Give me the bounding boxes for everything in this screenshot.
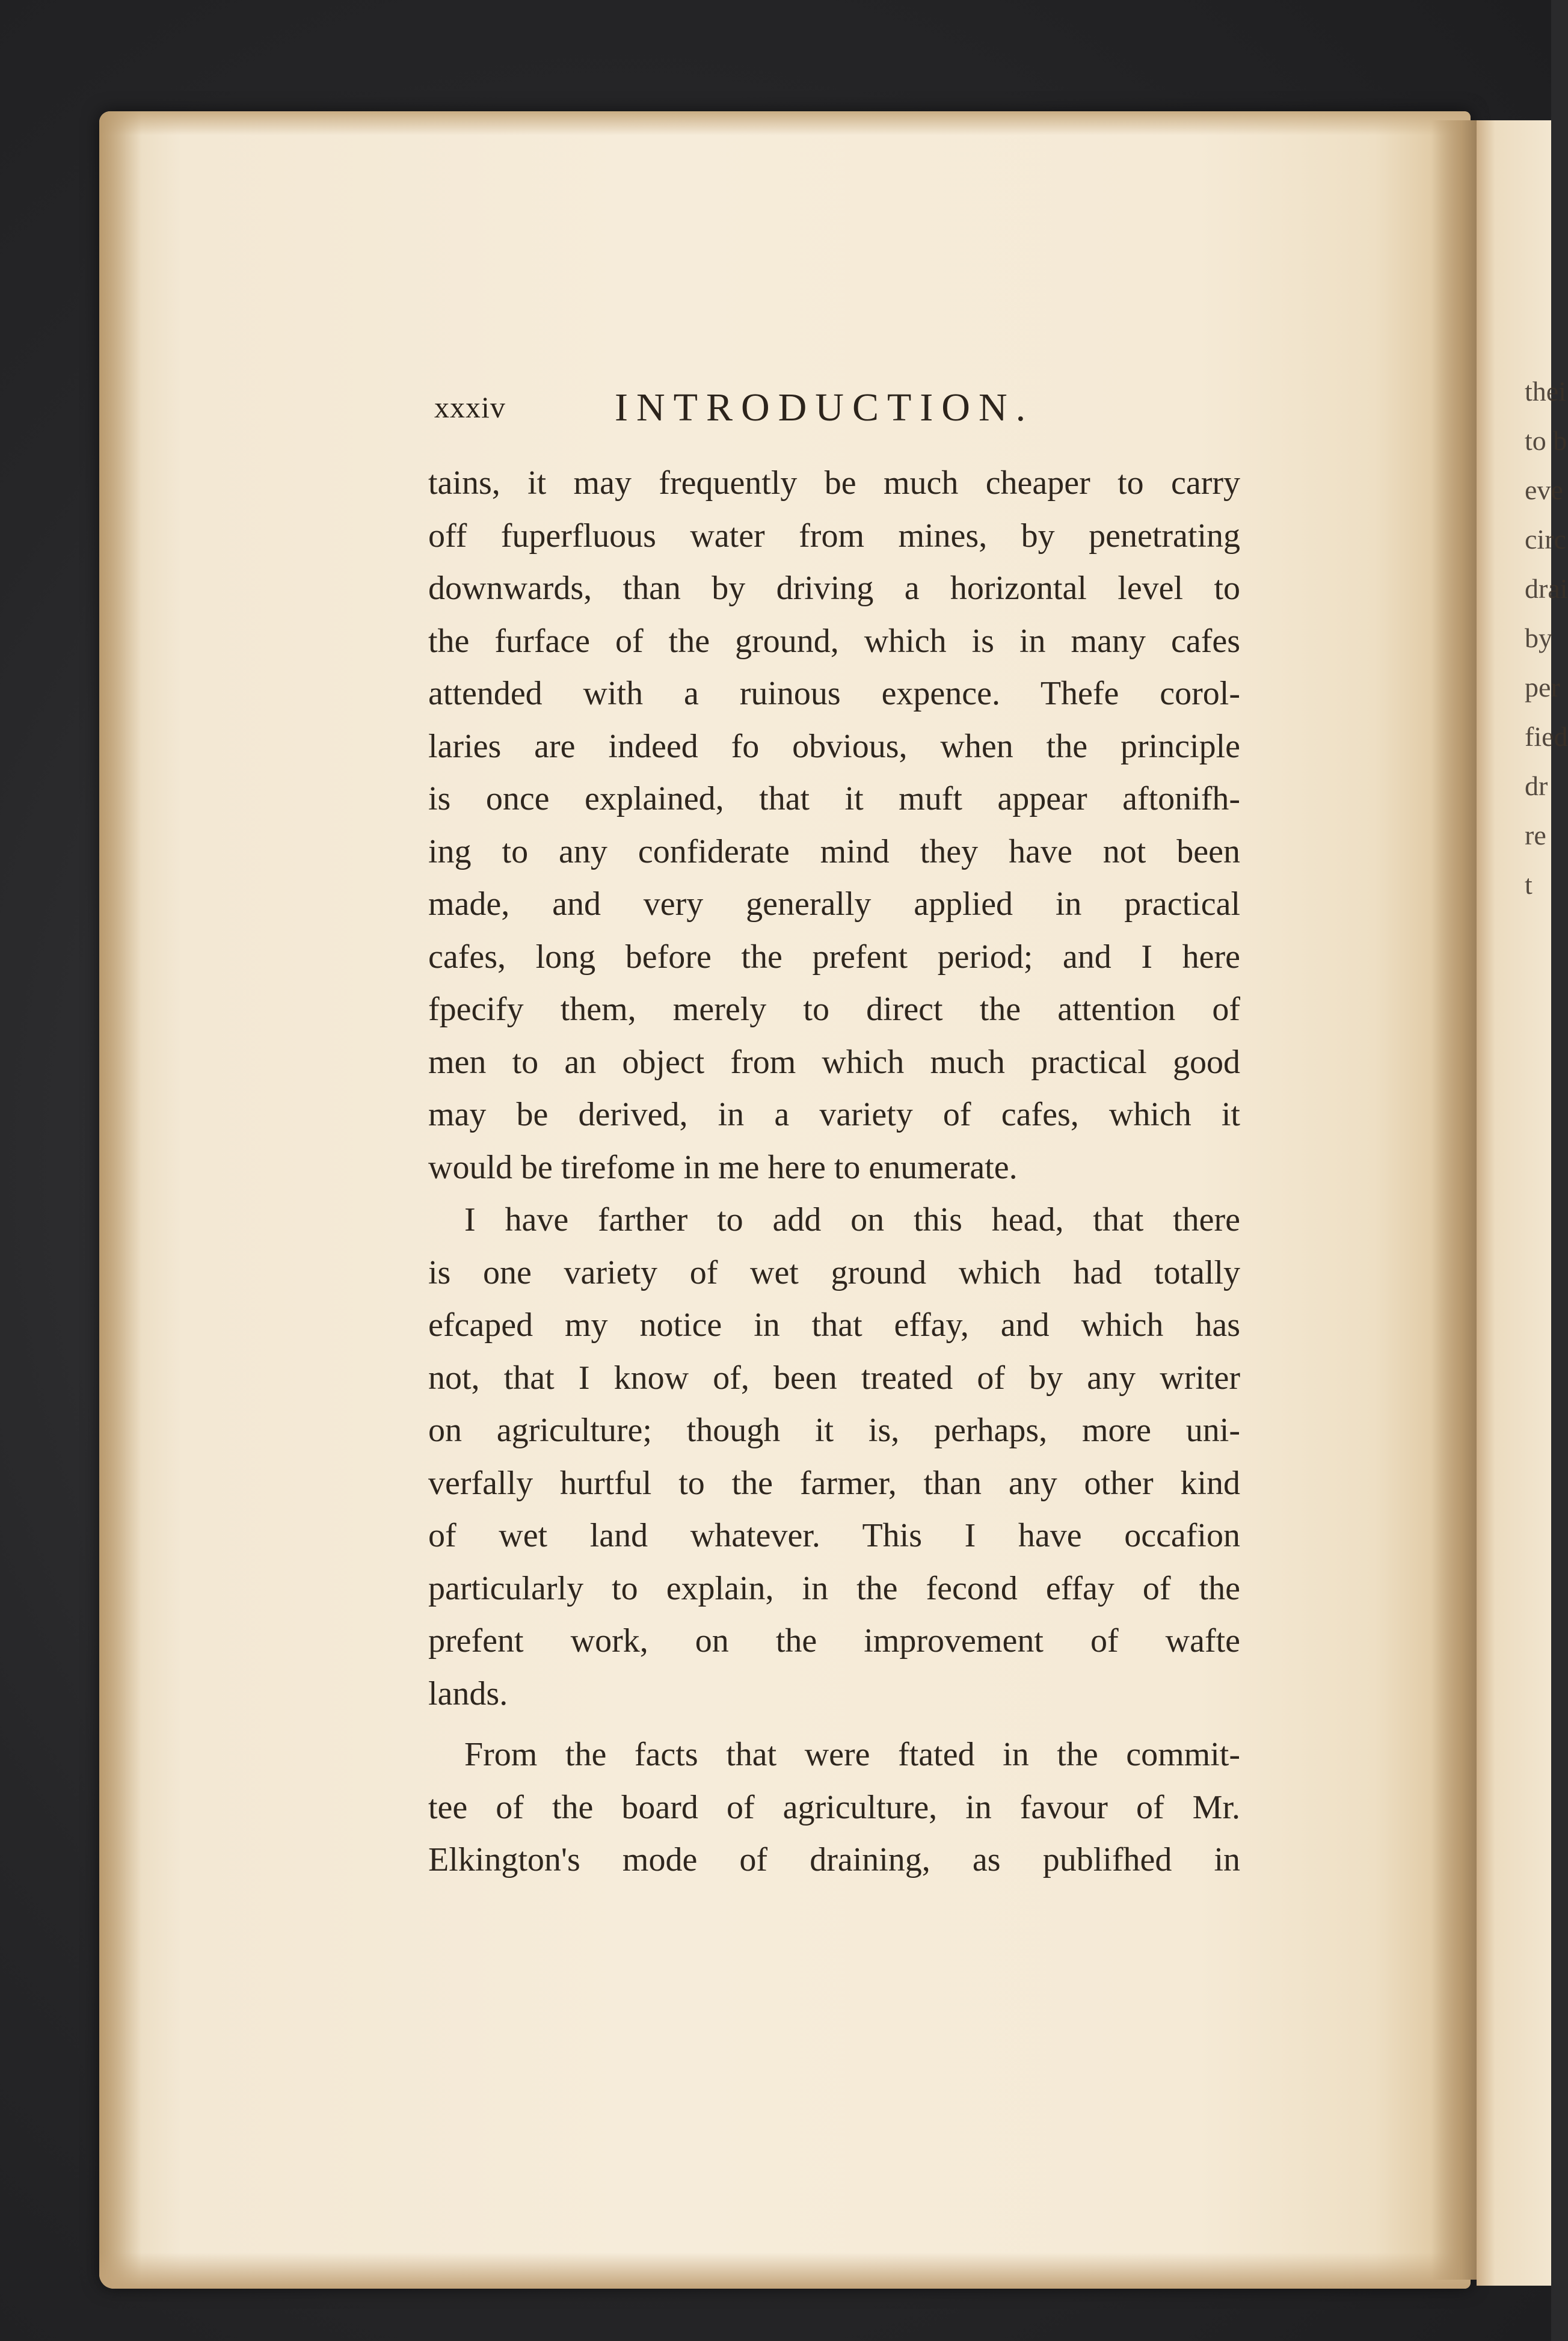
- text-line: lands.: [428, 1675, 508, 1712]
- text-line: prefent work, on the improvement of wafte: [428, 1622, 1240, 1660]
- fragment-line: fied: [1525, 721, 1568, 752]
- fragment-line: drai: [1525, 573, 1568, 604]
- text-line: ing to any confiderate mind they have not been: [428, 832, 1240, 870]
- text-line: downwards, than by driving a horizontal level to: [428, 570, 1240, 607]
- fragment-line: thei: [1525, 376, 1566, 407]
- fragment-line: by: [1525, 623, 1552, 653]
- text-line: may be derived, in a variety of cafes, which it: [428, 1096, 1240, 1133]
- page-top-edge: [99, 111, 1471, 135]
- page-bottom-edge: [99, 2253, 1471, 2289]
- text-line: efcaped my notice in that effay, and which has: [428, 1306, 1240, 1344]
- fragment-line: circ: [1525, 524, 1566, 555]
- text-line: verfally hurtful to the farmer, than any other kind: [428, 1464, 1240, 1502]
- paragraph: [428, 457, 1240, 1194]
- text-line: Elkington's mode of draining, as publifhed in: [428, 1841, 1240, 1878]
- paragraph: [428, 1729, 1240, 1887]
- fragment-line: dr: [1525, 771, 1548, 801]
- text-line: I have farther to add on this head, that there: [464, 1201, 1240, 1238]
- text-line: attended with a ruinous expence. Thefe corol-: [428, 675, 1240, 712]
- text-line: cafes, long before the prefent period; and I here: [428, 938, 1240, 976]
- text-line: made, and very generally applied in practical: [428, 885, 1240, 923]
- page-left-edge: [99, 111, 141, 2289]
- fragment-line: t: [1525, 869, 1533, 900]
- text-line: not, that I know of, been treated of by any writer: [428, 1359, 1240, 1397]
- fragment-line: eve: [1525, 475, 1563, 505]
- text-line: laries are indeed fo obvious, when the principle: [428, 727, 1240, 765]
- right-page-text-fragments: [1525, 367, 1568, 909]
- text-line: is one variety of wet ground which had totally: [428, 1254, 1240, 1291]
- text-line: is once explained, that it muft appear aftonifh-: [428, 780, 1240, 817]
- text-line: From the facts that were ftated in the commit-: [464, 1736, 1240, 1773]
- text-line: would be tirefome in me here to enumerate.: [428, 1148, 1018, 1186]
- text-line: off fuperfluous water from mines, by penetrating: [428, 517, 1240, 555]
- text-line: the furface of the ground, which is in many cafes: [428, 622, 1240, 660]
- page-number: xxxiv: [434, 390, 506, 424]
- page-header: [434, 385, 1264, 439]
- text-line: tains, it may frequently be much cheaper to carry: [428, 464, 1240, 502]
- body-text: [428, 457, 1240, 1887]
- text-line: tee of the board of agriculture, in favour of Mr.: [428, 1788, 1240, 1826]
- text-line: of wet land whatever. This I have occafion: [428, 1517, 1240, 1554]
- text-line: on agriculture; though it is, perhaps, more uni-: [428, 1412, 1240, 1449]
- fragment-line: re: [1525, 820, 1546, 851]
- text-line: fpecify them, merely to direct the attention of: [428, 991, 1240, 1028]
- running-head: INTRODUCTION.: [615, 386, 1035, 429]
- fragment-line: to b: [1525, 425, 1567, 456]
- fragment-line: per: [1525, 672, 1560, 703]
- text-line: particularly to explain, in the fecond effay of the: [428, 1569, 1240, 1607]
- text-line: men to an object from which much practical good: [428, 1043, 1240, 1081]
- paragraph: [428, 1194, 1240, 1720]
